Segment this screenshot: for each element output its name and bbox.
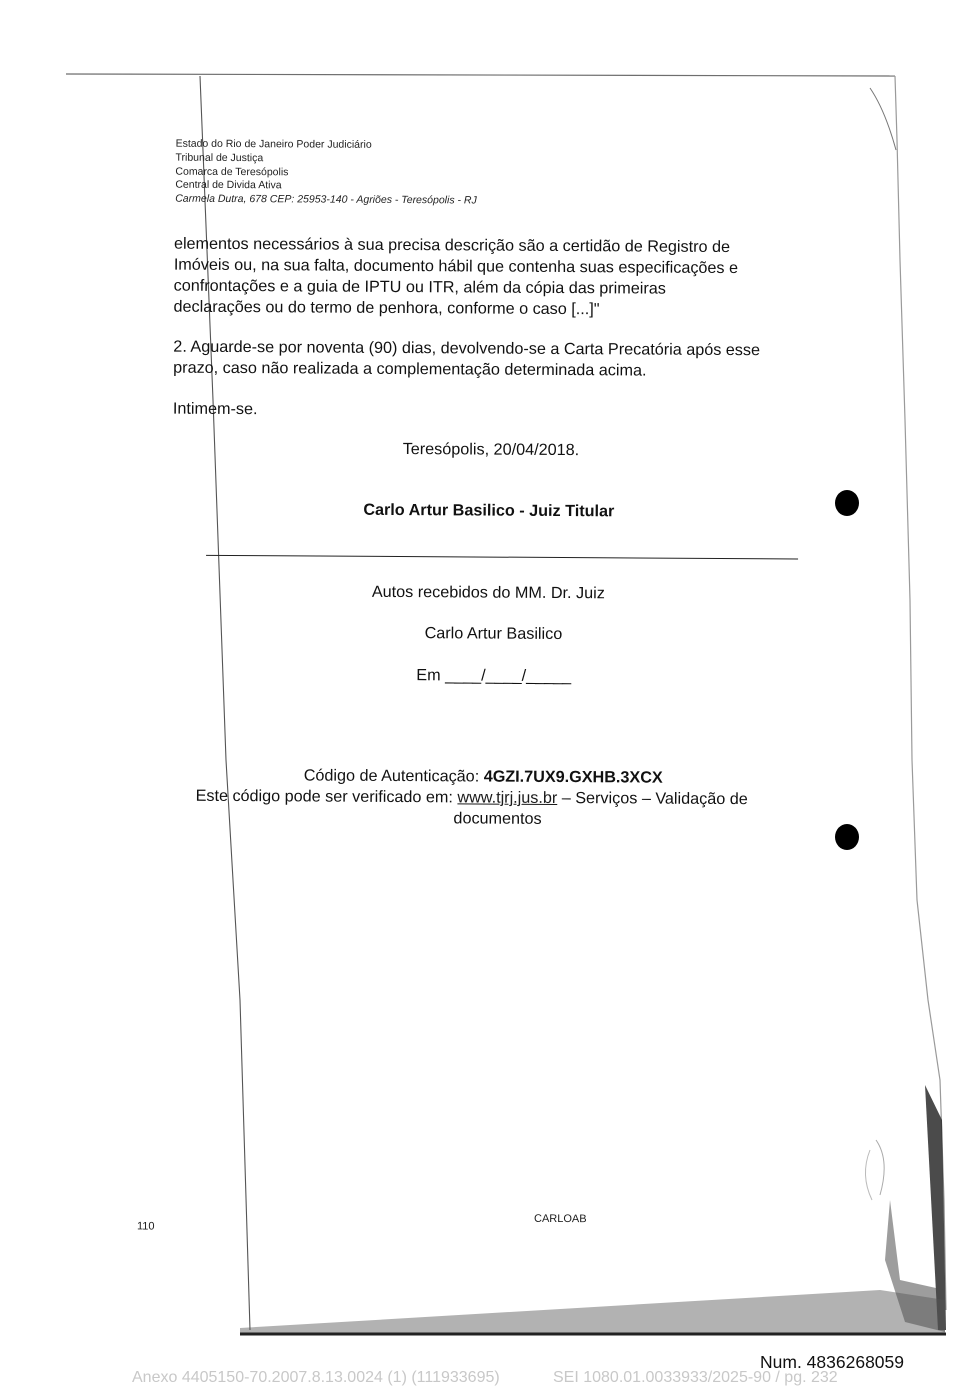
auth-code: 4GZI.7UX9.GXHB.3XCX bbox=[483, 767, 663, 787]
header-line-3: Comarca de Teresópolis bbox=[175, 165, 289, 179]
user-code: CARLOAB bbox=[533, 1212, 587, 1226]
divider-line bbox=[206, 555, 798, 560]
annex-reference: Anexo 4405150-70.2007.8.13.0024 (1) (111933695) bbox=[132, 1369, 500, 1386]
receipt-line-1: Autos recebidos do MM. Dr. Juiz bbox=[371, 582, 605, 603]
auth-label: Código de Autenticação: bbox=[303, 766, 484, 786]
auth-code-line bbox=[304, 765, 663, 788]
header-line-1: Estado do Rio de Janeiro Poder Judiciário bbox=[175, 137, 372, 151]
paragraph-line: prazo, caso não realizada a complementação determinada acima. bbox=[173, 358, 647, 380]
header-line-4: Central de Divida Ativa bbox=[175, 178, 282, 192]
sei-reference: SEI 1080.01.0033933/2025-90 / pg. 232 bbox=[553, 1369, 838, 1386]
verification-link[interactable]: www.tjrj.jus.br bbox=[457, 788, 558, 807]
auth-verify-line bbox=[196, 786, 748, 810]
auth-verify-prefix: Este código pode ser verificado em: bbox=[195, 786, 458, 807]
header-line-2: Tribunal de Justiça bbox=[175, 151, 264, 165]
auth-verify-line-2: documentos bbox=[453, 809, 542, 828]
receipt-line-2: Carlo Artur Basilico bbox=[424, 624, 563, 644]
document-sheet bbox=[62, 75, 945, 1345]
date-line: Teresópolis, 20/04/2018. bbox=[402, 440, 580, 460]
paragraph-line: confrontações e a guia de IPTU ou ITR, além da cópia das primeiras bbox=[173, 276, 666, 298]
header-address: Carmela Dutra, 678 CEP: 25953-140 - Agriões - Teresópolis - RJ bbox=[175, 192, 477, 207]
paragraph-line: 2. Aguarde-se por noventa (90) dias, devolvendo-se a Carta Precatória após esse bbox=[173, 337, 761, 360]
document-number: Num. 4836268059 bbox=[760, 1352, 904, 1372]
judge-signature: Carlo Artur Basilico - Juiz Titular bbox=[363, 500, 615, 521]
paragraph-line: Imóveis ou, na sua falta, documento hábil que contenha suas especificações e bbox=[173, 255, 739, 278]
auth-verify-suffix: – Serviços – Validação de bbox=[557, 788, 748, 809]
intimation-text: Intimem-se. bbox=[172, 399, 258, 419]
page-number: 110 bbox=[136, 1220, 155, 1233]
paragraph-line: declarações ou do termo de penhora, conforme o caso [...]" bbox=[173, 297, 600, 319]
paragraph-line: elementos necessários à sua precisa descrição são a certidão de Registro de bbox=[173, 234, 731, 257]
receipt-date-field: Em ____/____/_____ bbox=[416, 666, 572, 686]
